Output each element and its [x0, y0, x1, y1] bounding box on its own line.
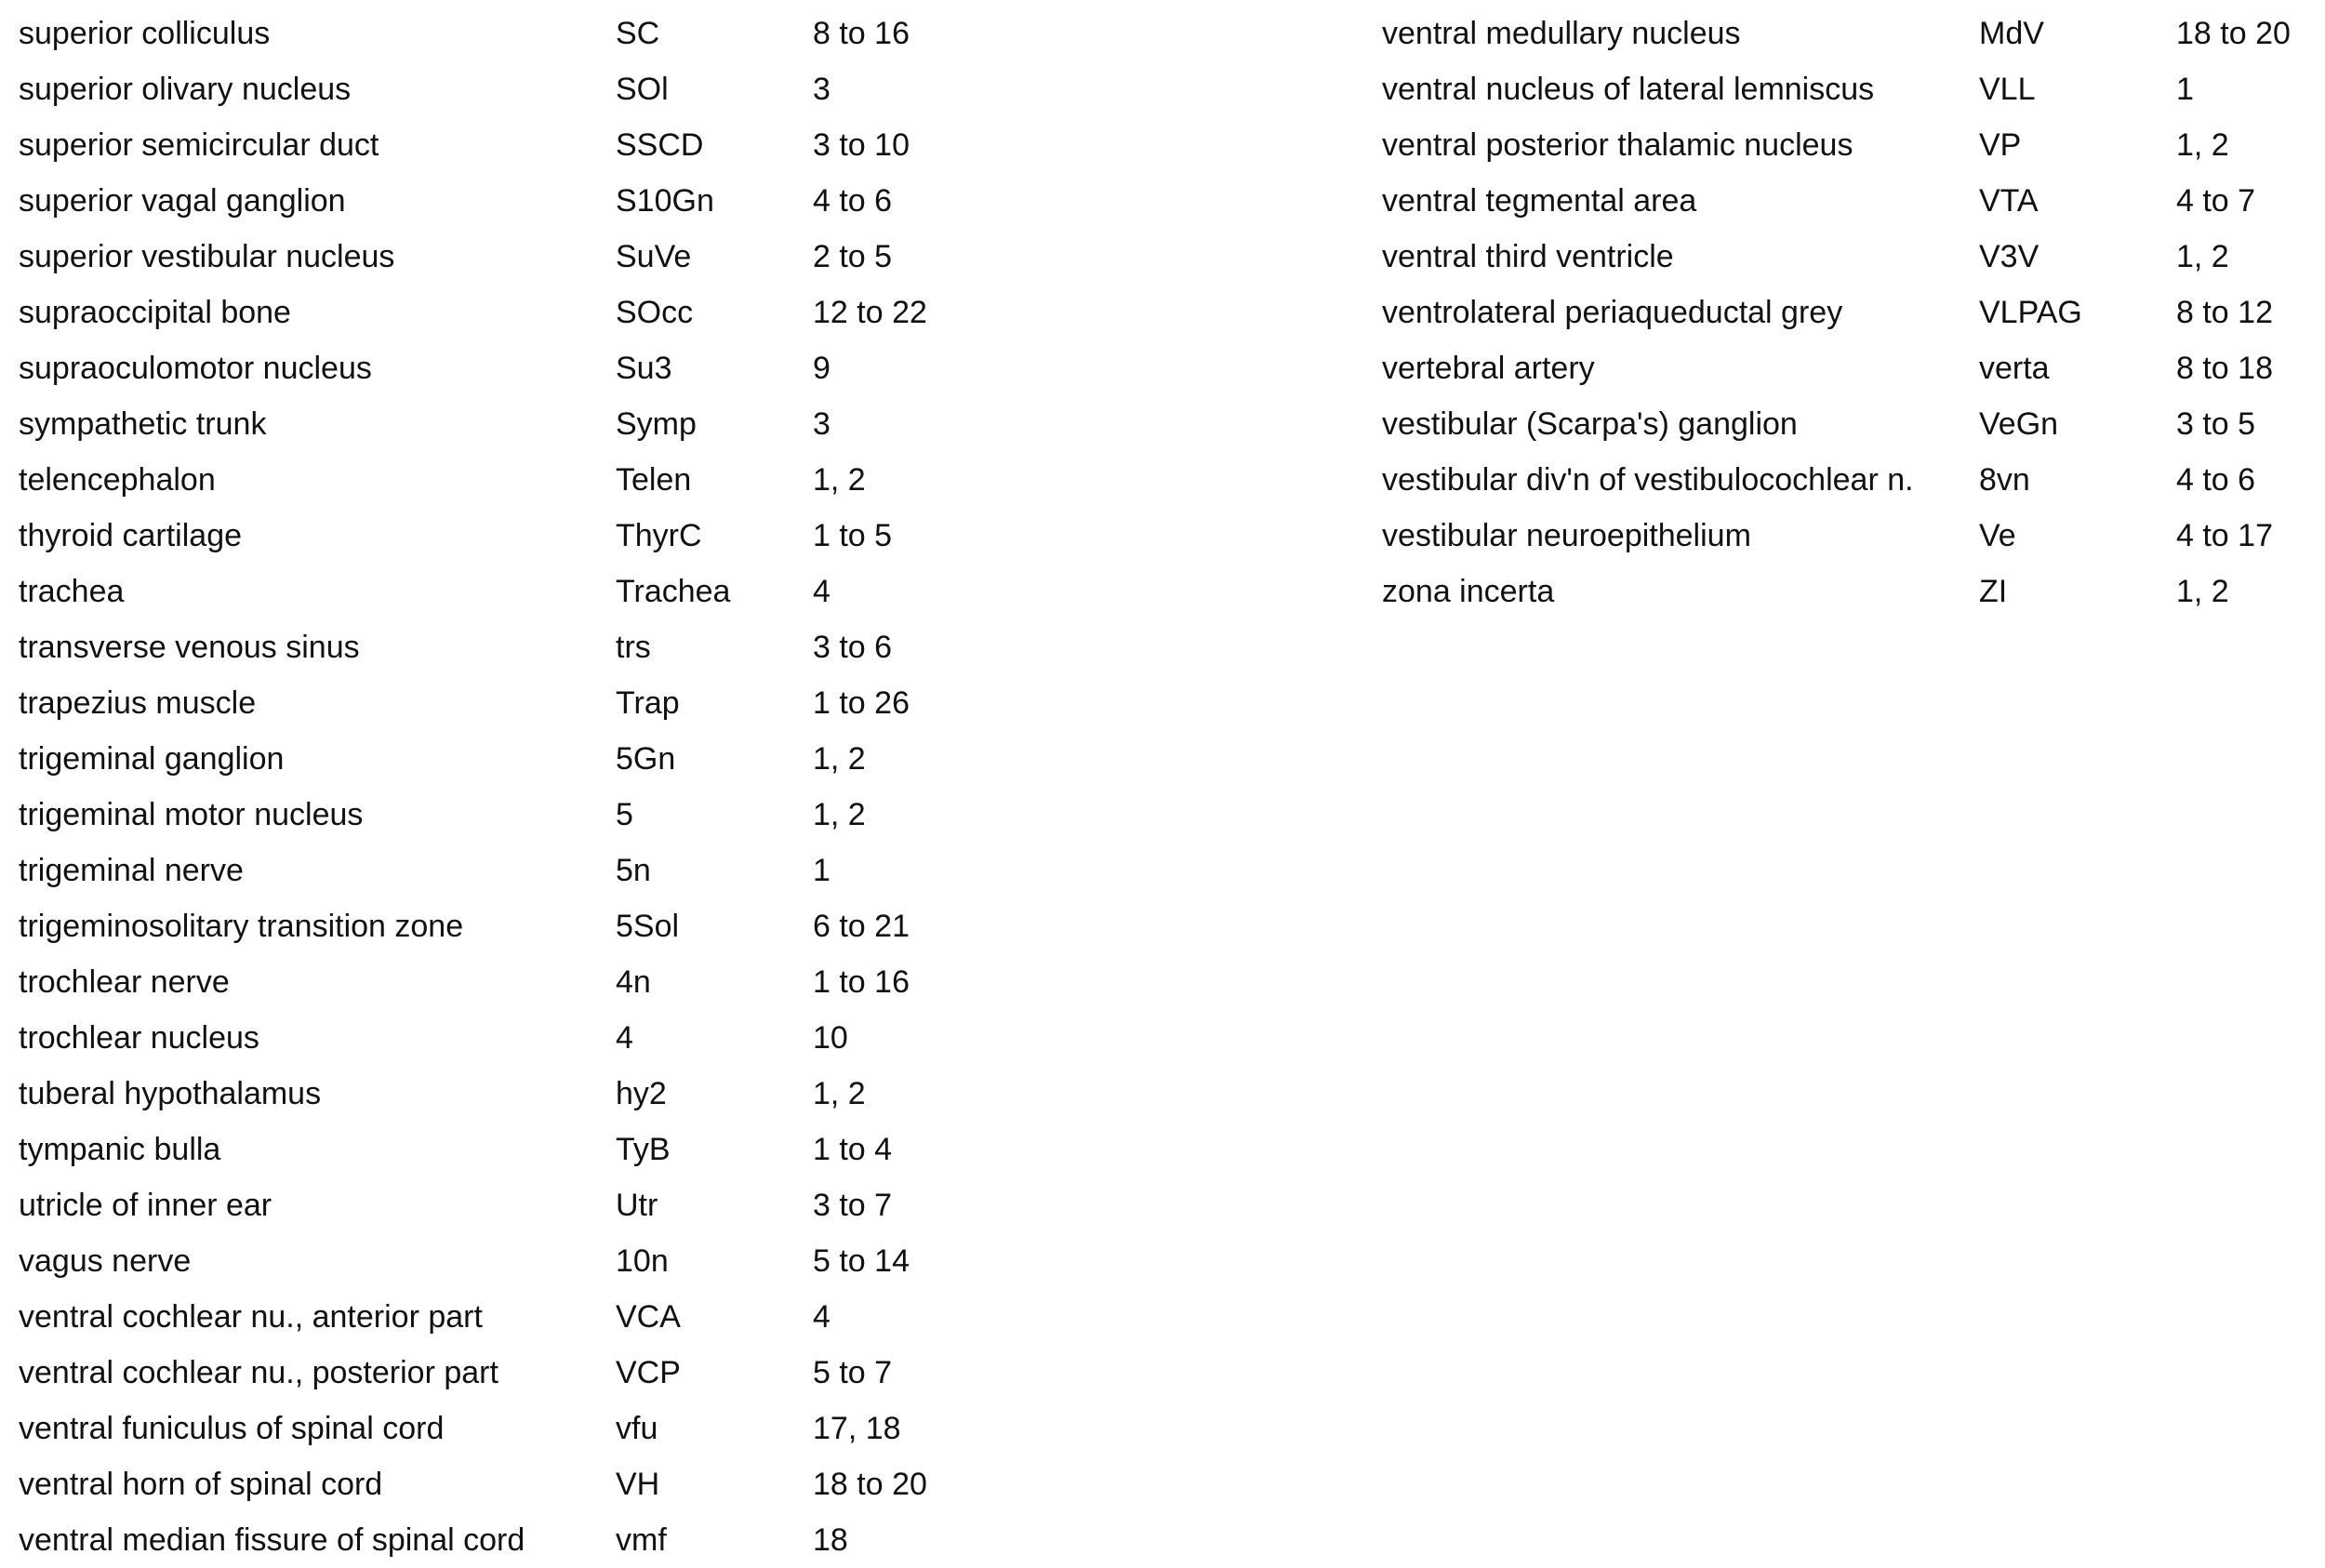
abbreviation: Trap	[616, 685, 680, 721]
structure-name: trigeminal motor nucleus	[19, 797, 364, 832]
abbreviation: VTA	[1979, 183, 2039, 219]
index-row	[19, 229, 986, 285]
figure-range: 1	[813, 853, 830, 888]
abbreviation: ZI	[1979, 574, 2008, 609]
figure-range: 4	[813, 574, 830, 609]
abbreviation: Symp	[616, 406, 697, 442]
figure-range: 1, 2	[2176, 239, 2229, 274]
figure-range: 3 to 10	[813, 127, 910, 163]
index-row	[19, 1289, 986, 1345]
figure-range: 4 to 6	[2176, 462, 2256, 498]
abbreviation: 8vn	[1979, 462, 2030, 498]
index-row	[1382, 173, 2312, 229]
structure-name: supraoculomotor nucleus	[19, 351, 372, 386]
figure-range: 4 to 7	[2176, 183, 2256, 219]
index-row	[19, 396, 986, 452]
structure-name: ventral cochlear nu., posterior part	[19, 1355, 498, 1390]
structure-name: ventral tegmental area	[1382, 183, 1697, 219]
index-row	[19, 675, 986, 731]
index-row	[19, 285, 986, 340]
abbreviation: 5n	[616, 853, 651, 888]
abbreviation: VH	[616, 1467, 660, 1502]
index-row	[19, 1122, 986, 1177]
abbreviation: trs	[616, 630, 651, 665]
figure-range: 9	[813, 351, 830, 386]
index-column-right	[1382, 6, 2312, 619]
structure-name: utricle of inner ear	[19, 1188, 272, 1223]
index-row	[1382, 229, 2312, 285]
abbreviation: Su3	[616, 351, 672, 386]
figure-range: 17, 18	[813, 1411, 901, 1446]
figure-range: 1, 2	[813, 797, 866, 832]
figure-range: 1, 2	[2176, 127, 2229, 163]
abbreviation: S10Gn	[616, 183, 714, 219]
index-row	[19, 1066, 986, 1122]
abbreviation: 5Gn	[616, 741, 676, 777]
figure-range: 1 to 5	[813, 518, 893, 553]
structure-name: tuberal hypothalamus	[19, 1076, 322, 1111]
abbreviation: 4n	[616, 964, 651, 1000]
figure-range: 1, 2	[813, 1076, 866, 1111]
abbreviation: vfu	[616, 1411, 658, 1446]
figure-range: 3	[813, 406, 830, 442]
index-row	[19, 117, 986, 173]
figure-range: 1, 2	[813, 741, 866, 777]
structure-name: transverse venous sinus	[19, 630, 360, 665]
index-row	[1382, 117, 2312, 173]
abbreviation: SOl	[616, 72, 669, 107]
structure-name: superior colliculus	[19, 16, 271, 51]
structure-name: trochlear nerve	[19, 964, 230, 1000]
figure-range: 4 to 17	[2176, 518, 2273, 553]
figure-range: 1, 2	[2176, 574, 2229, 609]
structure-name: trigeminal ganglion	[19, 741, 285, 777]
figure-range: 10	[813, 1020, 848, 1056]
index-row	[19, 1345, 986, 1401]
structure-name: supraoccipital bone	[19, 295, 291, 330]
abbreviation: 10n	[616, 1243, 669, 1279]
abbreviation: 4	[616, 1020, 633, 1056]
index-row	[1382, 61, 2312, 117]
abbreviation: SuVe	[616, 239, 692, 274]
structure-name: thyroid cartilage	[19, 518, 243, 553]
figure-range: 6 to 21	[813, 909, 910, 944]
index-row	[19, 1512, 986, 1568]
figure-range: 1 to 16	[813, 964, 910, 1000]
structure-name: superior semicircular duct	[19, 127, 379, 163]
structure-name: vestibular div'n of vestibulocochlear n.	[1382, 462, 1914, 498]
structure-name: trigeminal nerve	[19, 853, 244, 888]
abbreviation: 5Sol	[616, 909, 680, 944]
abbreviation: VLL	[1979, 72, 2036, 107]
figure-range: 12 to 22	[813, 295, 927, 330]
figure-range: 4	[813, 1299, 830, 1335]
structure-name: trochlear nucleus	[19, 1020, 259, 1056]
structure-name: telencephalon	[19, 462, 216, 498]
index-row	[1382, 6, 2312, 61]
index-row	[19, 619, 986, 675]
structure-name: trachea	[19, 574, 125, 609]
structure-name: sympathetic trunk	[19, 406, 267, 442]
abbreviation: SSCD	[616, 127, 704, 163]
figure-range: 18 to 20	[2176, 16, 2291, 51]
index-row	[1382, 564, 2312, 619]
abbreviation: Telen	[616, 462, 692, 498]
index-row	[19, 787, 986, 843]
structure-name: ventral cochlear nu., anterior part	[19, 1299, 483, 1335]
abbreviation: TyB	[616, 1132, 671, 1167]
figure-range: 3 to 5	[2176, 406, 2256, 442]
abbreviation: V3V	[1979, 239, 2039, 274]
figure-range: 3 to 7	[813, 1188, 893, 1223]
structure-name: ventral funiculus of spinal cord	[19, 1411, 445, 1446]
index-row	[1382, 508, 2312, 564]
structure-name: trapezius muscle	[19, 685, 257, 721]
structure-name: trigeminosolitary transition zone	[19, 909, 464, 944]
figure-range: 5 to 14	[813, 1243, 910, 1279]
structure-name: ventral horn of spinal cord	[19, 1467, 383, 1502]
abbreviation: vmf	[616, 1522, 667, 1558]
index-row	[19, 340, 986, 396]
structure-name: ventral nucleus of lateral lemniscus	[1382, 72, 1875, 107]
structure-name: tympanic bulla	[19, 1132, 221, 1167]
index-row	[19, 1177, 986, 1233]
structure-name: superior vestibular nucleus	[19, 239, 395, 274]
figure-range: 8 to 12	[2176, 295, 2273, 330]
index-row	[19, 564, 986, 619]
index-row	[1382, 396, 2312, 452]
abbreviation: VP	[1979, 127, 2022, 163]
structure-name: vestibular (Scarpa's) ganglion	[1382, 406, 1798, 442]
structure-name: superior vagal ganglion	[19, 183, 346, 219]
figure-range: 3	[813, 72, 830, 107]
abbreviation: hy2	[616, 1076, 667, 1111]
index-row	[1382, 340, 2312, 396]
abbreviation: Ve	[1979, 518, 2016, 553]
figure-range: 1, 2	[813, 462, 866, 498]
figure-range: 1 to 4	[813, 1132, 893, 1167]
index-row	[19, 61, 986, 117]
figure-range: 3 to 6	[813, 630, 893, 665]
abbreviation: VCA	[616, 1299, 681, 1335]
figure-range: 18	[813, 1522, 848, 1558]
index-row	[19, 1456, 986, 1512]
structure-name: vagus nerve	[19, 1243, 192, 1279]
structure-name: superior olivary nucleus	[19, 72, 352, 107]
figure-range: 5 to 7	[813, 1355, 893, 1390]
structure-name: ventral medullary nucleus	[1382, 16, 1741, 51]
figure-range: 8 to 16	[813, 16, 910, 51]
figure-range: 1	[2176, 72, 2194, 107]
index-row	[19, 898, 986, 954]
abbreviation: Trachea	[616, 574, 731, 609]
structure-name: ventrolateral periaqueductal grey	[1382, 295, 1843, 330]
figure-range: 18 to 20	[813, 1467, 927, 1502]
index-row	[1382, 285, 2312, 340]
structure-name: vestibular neuroepithelium	[1382, 518, 1751, 553]
index-row	[19, 731, 986, 787]
index-row	[19, 954, 986, 1010]
abbreviation: SOcc	[616, 295, 694, 330]
structure-name: ventral median fissure of spinal cord	[19, 1522, 525, 1558]
abbreviation: ThyrC	[616, 518, 702, 553]
index-row	[19, 1233, 986, 1289]
abbreviation: VeGn	[1979, 406, 2059, 442]
index-row	[19, 173, 986, 229]
index-column-left	[19, 6, 986, 1568]
figure-range: 2 to 5	[813, 239, 893, 274]
figure-range: 8 to 18	[2176, 351, 2273, 386]
abbreviation: SC	[616, 16, 660, 51]
abbreviation: verta	[1979, 351, 2050, 386]
index-row	[19, 843, 986, 898]
index-row	[19, 508, 986, 564]
abbreviation: VLPAG	[1979, 295, 2082, 330]
structure-name: ventral third ventricle	[1382, 239, 1674, 274]
structure-name: zona incerta	[1382, 574, 1555, 609]
index-row	[19, 1010, 986, 1066]
abbreviation: VCP	[616, 1355, 681, 1390]
structure-name: ventral posterior thalamic nucleus	[1382, 127, 1853, 163]
index-row	[19, 452, 986, 508]
index-row	[1382, 452, 2312, 508]
abbreviation: MdV	[1979, 16, 2044, 51]
index-row	[19, 1401, 986, 1456]
abbreviation: 5	[616, 797, 633, 832]
abbreviation: Utr	[616, 1188, 658, 1223]
figure-range: 1 to 26	[813, 685, 910, 721]
index-row	[19, 6, 986, 61]
structure-name: vertebral artery	[1382, 351, 1595, 386]
figure-range: 4 to 6	[813, 183, 893, 219]
